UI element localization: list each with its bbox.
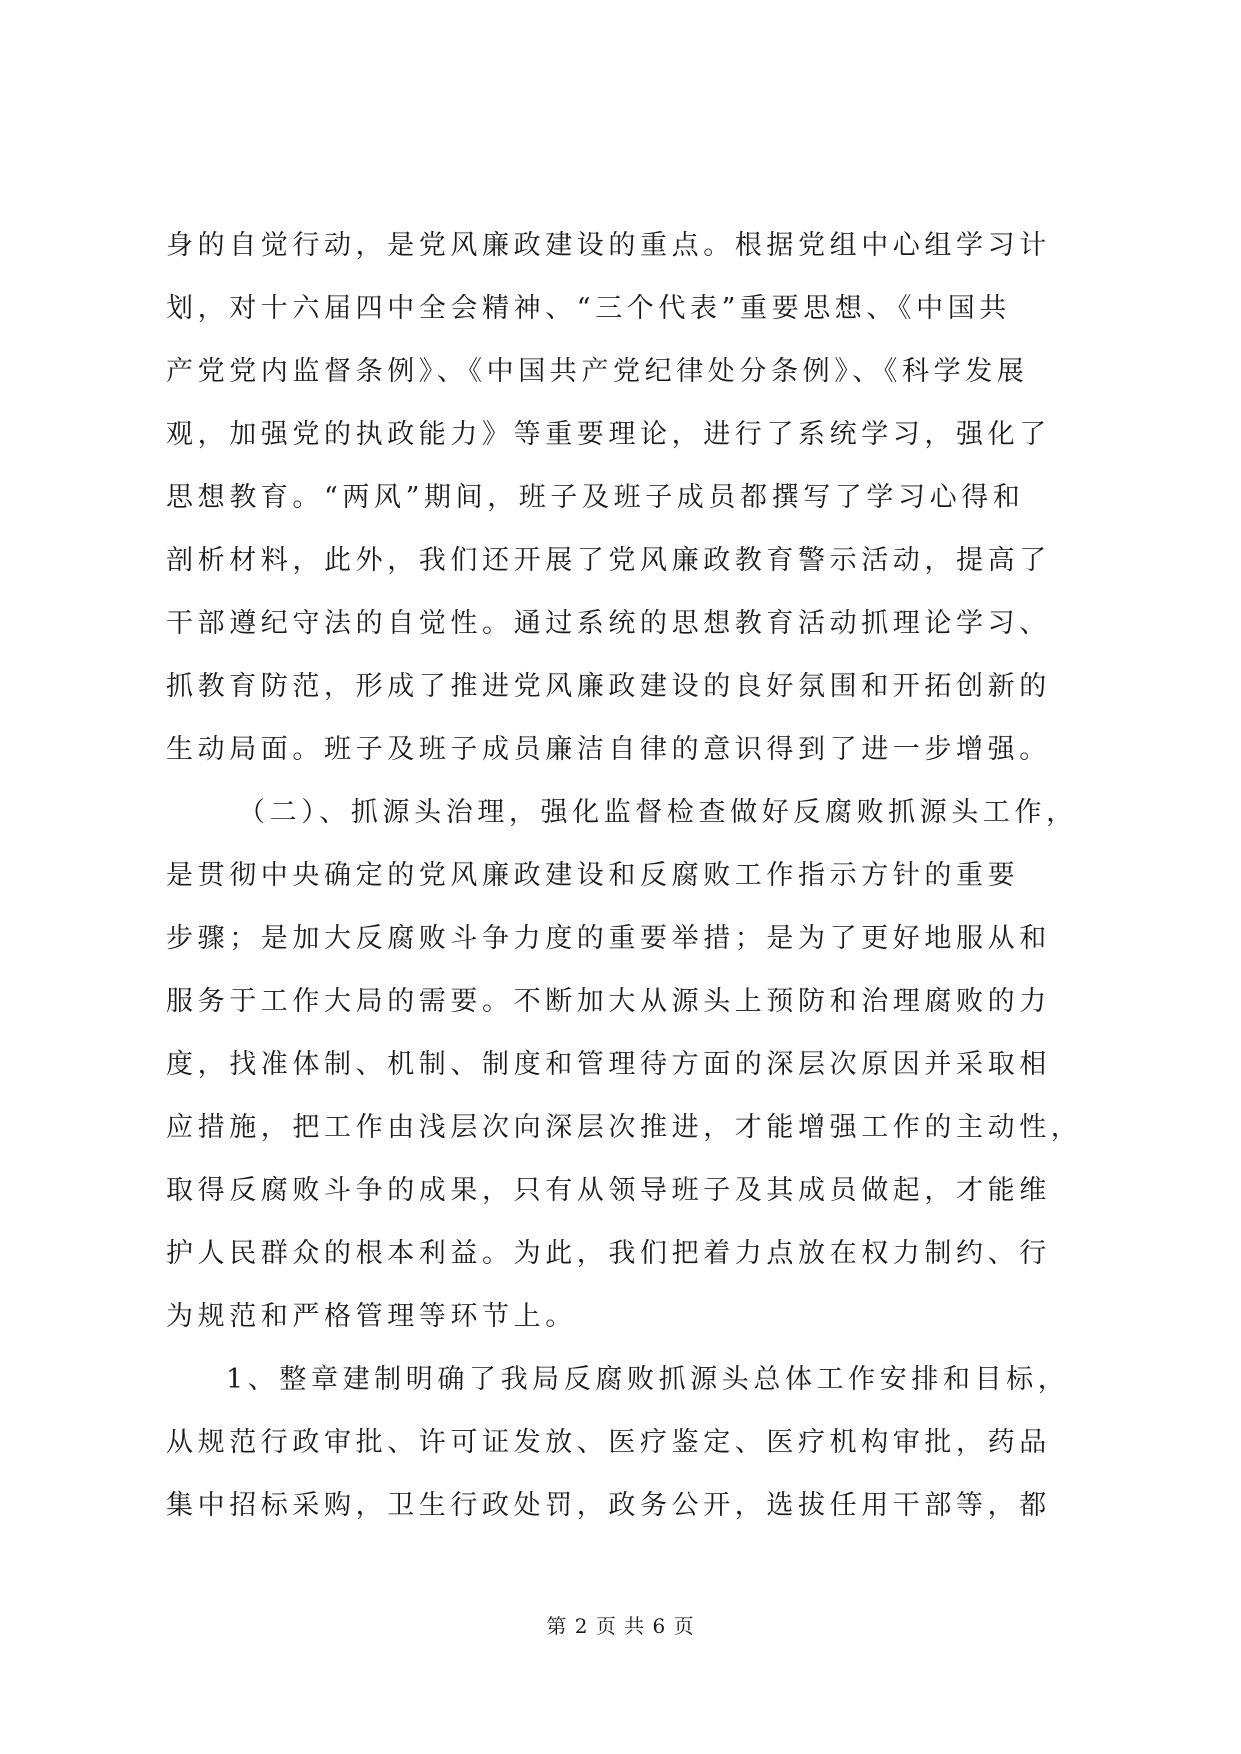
- page-number-footer: 第 2 页 共 6 页: [546, 1614, 695, 1638]
- body-text-line: 度，找准体制、机制、制度和管理待方面的深层次原因并采取相: [166, 1049, 1051, 1080]
- body-text-line: 产党党内监督条例》、《中国共产党纪律处分条例》、《科学发展: [166, 356, 1029, 387]
- paragraph-start-line: （二）、抓源头治理，强化监督检查做好反腐败抓源头工作，: [238, 797, 1078, 828]
- body-text-line: 集中招标采购，卫生行政处罚，政务公开，选拔任用干部等，都: [166, 1490, 1051, 1521]
- body-text-line: 步骤；是加大反腐败斗争力度的重要举措；是为了更好地服从和: [166, 923, 1051, 954]
- body-text-line: 为规范和严格管理等环节上。: [166, 1301, 577, 1332]
- body-text-line: 护人民群众的根本利益。为此，我们把着力点放在权力制约、行: [166, 1238, 1051, 1269]
- body-text-line: 思想教育。“两风”期间，班子及班子成员都撰写了学习心得和: [166, 482, 1025, 513]
- body-text-line: 剖析材料，此外，我们还开展了党风廉政教育警示活动，提高了: [166, 545, 1051, 576]
- body-text-line: 抓教育防范，形成了推进党风廉政建设的良好氛围和开拓创新的: [166, 671, 1051, 702]
- body-text-line: 应措施，把工作由浅层次向深层次推进，才能增强工作的主动性，: [166, 1112, 1083, 1143]
- body-text-line: 身的自觉行动，是党风廉政建设的重点。根据党组中心组学习计: [166, 230, 1051, 261]
- body-text-line: 干部遵纪守法的自觉性。通过系统的思想教育活动抓理论学习、: [166, 608, 1051, 639]
- body-text-line: 观，加强党的执政能力》等重要理论，进行了系统学习，强化了: [166, 419, 1051, 450]
- body-text-line: 划，对十六届四中全会精神、“三个代表”重要思想、《中国共: [166, 293, 1011, 324]
- body-text-line: 是贯彻中央确定的党风廉政建设和反腐败工作指示方针的重要: [166, 860, 1020, 891]
- body-text-line: 生动局面。班子及班子成员廉洁自律的意识得到了进一步增强。: [166, 734, 1051, 765]
- paragraph-start-line: 1、整章建制明确了我局反腐败抓源头总体工作安排和目标，: [226, 1364, 1070, 1395]
- body-text-line: 服务于工作大局的需要。不断加大从源头上预防和治理腐败的力: [166, 986, 1051, 1017]
- body-text-line: 从规范行政审批、许可证发放、医疗鉴定、医疗机构审批，药品: [166, 1427, 1051, 1458]
- body-text-line: 取得反腐败斗争的成果，只有从领导班子及其成员做起，才能维: [166, 1175, 1051, 1206]
